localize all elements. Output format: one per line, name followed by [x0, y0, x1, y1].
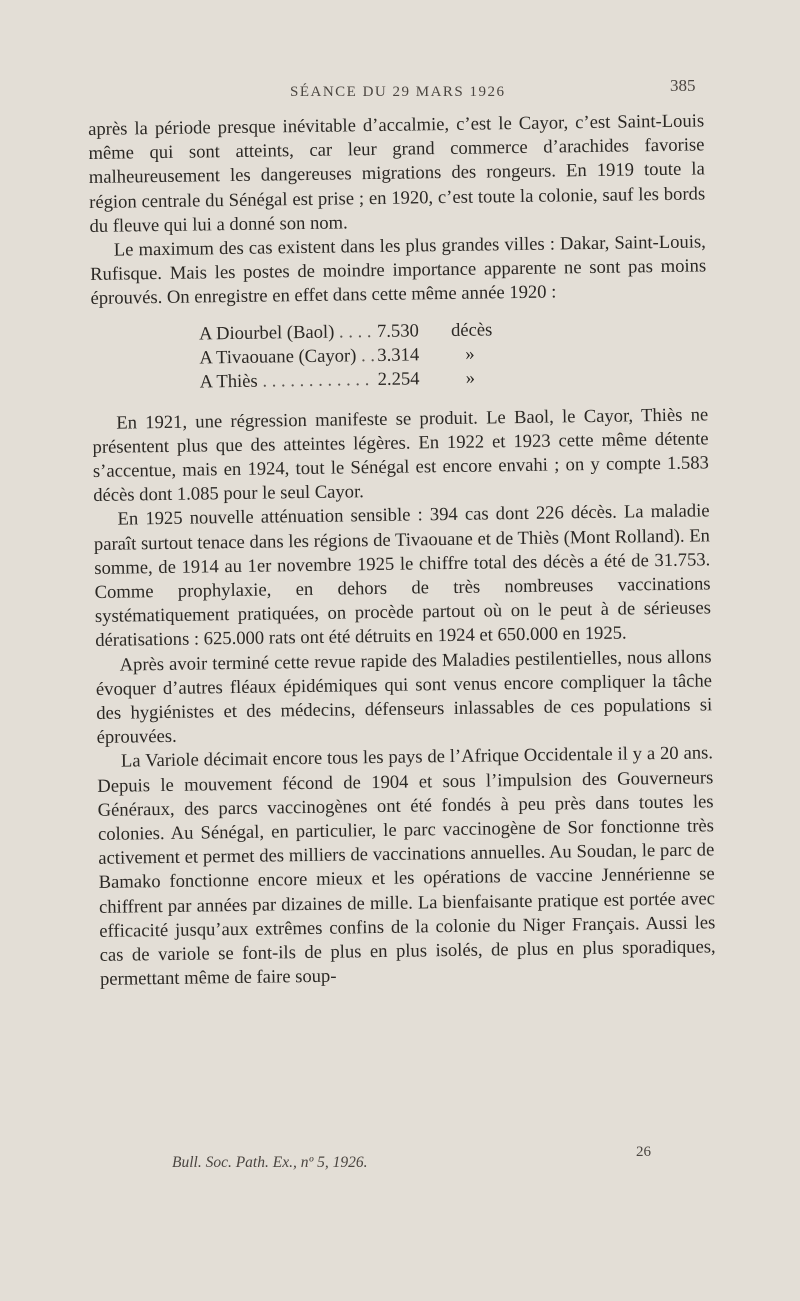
sheet-number: 26 [636, 1144, 651, 1160]
statistic-place: A Diourbel (Baol) . . . [199, 320, 377, 346]
journal-citation: Bull. Soc. Path. Ex., nº 5, 1926. [172, 1154, 368, 1171]
statistic-unit: » [465, 343, 475, 365]
running-head: SÉANCE DU 29 MARS 1926 [290, 84, 506, 100]
paragraph: Le maximum des cas existent dans les plus grandes villes : Dakar, Saint-Louis, Rufisque. Mais les postes de moindre importance apparente ne sont pas moins éprouvés. On enregistre en effet dans cette même année 1920 : [90, 231, 707, 310]
paragraph: après la période presque inévitable d’accalmie, c’est le Cayor, c’est Saint-Louis même qui sont atteints, car leur grand commerce d’arachides favorise malheureusement les dangereuses migrations des rongeurs. En 1919 toute la région centrale du Sénégal est prise ; en 1920, c’est toute la colonie, sauf les bords du fleuve qui lui a donné son nom. [88, 110, 706, 237]
death-statistics-table [91, 315, 708, 396]
statistic-place: A Thiès . . . [200, 368, 378, 394]
page-number: 385 [670, 76, 696, 95]
paragraph: La Variole décimait encore tous les pays de l’Afrique Occidentale il y a 20 ans. Depuis le mouvement fécond de 1904 et sous l’impulsion des Gouverneurs Généraux, des parcs vaccinogènes ont été fondés à peu près dans toutes les colonies. Au Sénégal, en particulier, le parc vaccinogène de Sor fonctionne très activement et permet des milliers de vaccinations annuelles. Au Soudan, le parc de Bamako fonctionne encore mieux et les opérations de vaccine Jennérienne se chiffrent par années par dizaines de mille. La bienfaisante pratique est portée avec efficacité jusqu’aux extrêmes confins de la colonie du Niger Français. Aussi les cas de variole se font-ils de plus en plus isolés, de plus en plus sporadiques, permettant même de faire soup- [97, 742, 716, 991]
paragraph: En 1925 nouvelle atténuation sensible : 394 cas dont 226 décès. La maladie paraît surtout tenace dans les régions de Tivaouane et de Thiès (Mont Rolland). En somme, de 1914 au 1er novembre 1925 le chiffre total des décès a été de 31.753. Comme prophylaxie, en dehors de très nombreuses vaccinations systématiquement pratiquées, on procède partout où on le peut à de sérieuses dératisations : 625.000 rats ont été détruits en 1924 et 650.000 en 1925. [93, 500, 712, 652]
statistic-count: 3.314 [377, 344, 420, 366]
body-text [88, 109, 716, 992]
statistic-count: 7.530 [376, 320, 419, 342]
paragraph: En 1921, une régression manifeste se produit. Le Baol, le Cayor, Thiès ne présentent plus que des atteintes légères. En 1922 et 1923 cette même détente s’accentue, mais en 1924, tout le Sénégal est encore envahi ; on y compte 1.583 décès dont 1.085 pour le seul Cayor. [92, 403, 710, 507]
paragraph: Après avoir terminé cette revue rapide des Maladies pestilentielles, nous allons évoquer d’autres fléaux épidémiques qui sont venus encore compliquer la tâche des hygiénistes et des médecins, défenseurs inlassables de ces populations si éprouvées. [95, 646, 713, 749]
statistic-place: A Tivaouane (Cayor) . . . [199, 344, 377, 370]
statistic-unit: décès [450, 319, 493, 341]
statistic-unit: » [465, 367, 476, 389]
statistic-count: 2.254 [377, 368, 420, 390]
